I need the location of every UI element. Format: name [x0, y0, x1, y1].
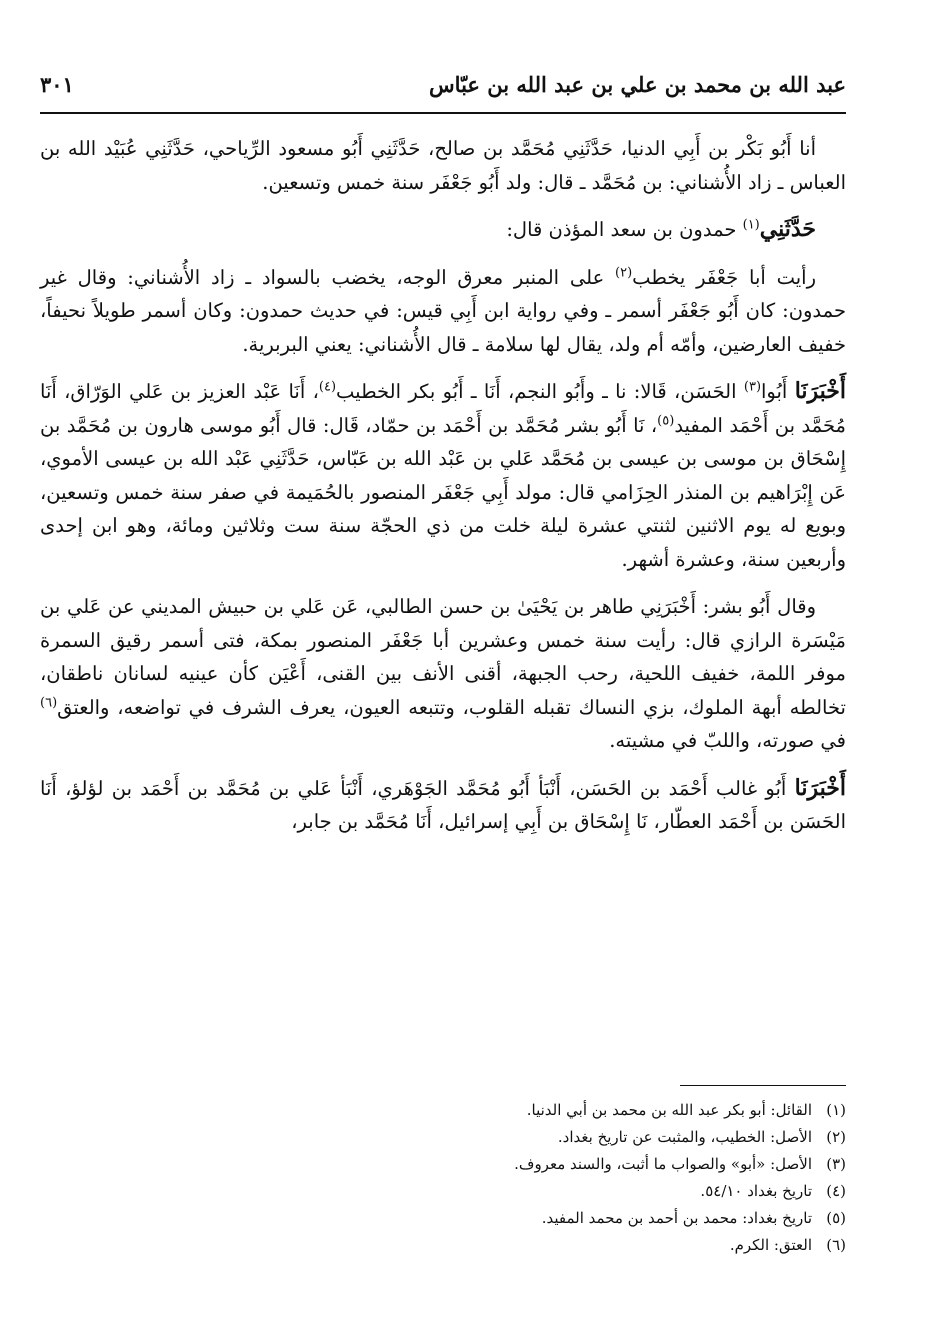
footnote-number: (٣): [826, 1155, 846, 1173]
paragraph-text: وقال أَبُو بشر: أَخْبَرَنِي طاهر بن يَحْيَىٰ بن حسن الطالبي، عَن عَلي بن حبيش المديني عن عَلي بن مَيْسَرة الرازي قال: رأيت سنة خمس وعشرين أبا جَعْفَر المنصور بمكة، فتى أسمر رقيق السمرة موفر اللمة، خفيف اللحية، رحب الجبهة، أقنى الأنف بين القنى، أَعْيَن كأن عينيه لسانان ناطقان، تخالطه أبهة الملوك، بزي النساك تقبله القلوب، وتتبعه العيون، يعرف الشرف في تواضعه، والعتق: [40, 595, 846, 719]
paragraph: [40, 590, 846, 758]
footnote-number: (١): [826, 1101, 846, 1119]
footnote-text: العتق: الكرم.: [729, 1236, 812, 1254]
footnote: [300, 1232, 846, 1259]
footnote: [300, 1124, 846, 1151]
paragraph: [40, 772, 846, 839]
paragraph-text: أنا أَبُو بَكْر بن أَبِي الدنيا، حَدَّثَنِي مُحَمَّد بن صالح، حَدَّثَنِي أَبُو مسعود الرِّياحي، حَدَّثَنِي عُبَيْد الله بن العباس ـ زاد الأُشناني: بن مُحَمَّد ـ قال: ولد أَبُو جَعْفَر سنة خمس وتسعين.: [40, 137, 846, 194]
page-header: [40, 72, 846, 106]
footnote-text: القائل: أبو بكر عبد الله بن محمد بن أبي الدنيا.: [526, 1101, 812, 1119]
footnote-rule: [680, 1085, 846, 1086]
paragraph: [40, 261, 846, 362]
isnad-lead-word: أَخْبَرَنَا: [794, 378, 847, 404]
footnote: [300, 1151, 846, 1178]
footnote-number: (٦): [826, 1236, 846, 1254]
page-number: ٣٠١: [40, 72, 74, 97]
paragraph: [40, 132, 846, 199]
footnote-reference: (٢): [615, 265, 633, 280]
footnote: [300, 1097, 846, 1124]
paragraph-text: ، نَا أَبُو بشر مُحَمَّد بن أَحْمَد بن حمّاد، قَال: قال أَبُو موسى هارون بن مُحَمَّد بن إِسْحَاق بن موسى بن عيسى بن مُحَمَّد عَلي بن عَبْد الله بن عَبّاس، حَدَّثَنِي عَبْد الله بن عيسى الأموي، عَن إِبْرَاهيم بن المنذر الحِزَامي قال: مولد أَبِي جَعْفَر المنصور بالحُمَيمة في صفر سنة خمس وتسعين، وبويع له يوم الاثنين لثنتي عشرة ليلة خلت من ذي الحجّة سنة ست وثلاثين ومائة، وهو ابن إحدى وأربعين سنة، وعشرة أشهر.: [40, 413, 846, 571]
isnad-lead-word: حَدَّثَنِي: [759, 216, 816, 242]
paragraph: [40, 375, 846, 576]
paragraph-text: أَبُو غالب أَحْمَد بن الحَسَن، أَنْبَأ أَبُو مُحَمَّد الجَوْهَري، أَنْبَأ عَلي بن مُحَمَّد بن أَحْمَد بن لؤلؤ، أَنَا الحَسَن بن أَحْمَد العطّار، نَا إِسْحَاق بن أَبِي إسرائيل، أَنَا مُحَمَّد بن جابر،: [40, 776, 846, 833]
footnote-reference: (٤): [318, 379, 337, 395]
running-title: عبد الله بن محمد بن علي بن عبد الله بن عبّاس: [429, 72, 846, 97]
paragraph-text: ، أَنَا عَبْد العزيز بن عَلي الوَرّاق، أَنَا مُحَمَّد بن أَحْمَد المفيد: [40, 380, 846, 437]
footnote-reference: (١): [742, 217, 760, 233]
footnote: [300, 1205, 846, 1232]
footnote: [300, 1178, 846, 1205]
header-rule: [40, 112, 846, 114]
isnad-lead-word: أَخْبَرَنَا: [794, 774, 846, 801]
footnote-text: تاريخ بغداد: محمد بن أحمد بن محمد المفيد.: [541, 1209, 812, 1227]
paragraph-text: الحَسَن، قَالا: نا ـ وأَبُو النجم، أَنَا ـ أَبُو بكر الخطيب: [336, 380, 744, 403]
footnotes: [300, 1097, 846, 1259]
paragraph-text: حمدون بن سعد المؤذن قال:: [506, 218, 743, 241]
footnote-number: (٤): [826, 1182, 846, 1200]
footnote-number: (٢): [826, 1128, 846, 1146]
footnote-text: الأصل: «أبو» والصواب ما أثبت، والسند معروف.: [514, 1155, 812, 1173]
paragraph-text: على المنبر معرق الوجه، يخضب بالسواد ـ زاد الأُشناني: وقال غير حمدون: كان أَبُو جَعْفَر أسمر ـ وفي رواية ابن أَبِي قيس: في حديث حمدون: وكان أسمر طويلاً نحيفاً، خفيف العارضين، وأمّه أم ولد، يقال لها سلامة ـ قال الأُشناني: يعني البربرية.: [40, 265, 846, 356]
footnote-reference: (٥): [657, 413, 675, 428]
footnote-text: تاريخ بغداد ٥٤/١٠.: [700, 1182, 812, 1200]
paragraph-text: في صورته، واللبّ في مشيته.: [609, 729, 846, 752]
paragraph: [40, 213, 846, 247]
main-text: [40, 132, 846, 853]
footnote-text: الأصل: الخطيب، والمثبت عن تاريخ بغداد.: [557, 1128, 812, 1146]
footnote-reference: (٦): [40, 695, 58, 710]
paragraph-text: رأيت أبا جَعْفَر يخطب: [632, 265, 816, 289]
footnote-reference: (٣): [743, 379, 762, 395]
paragraph-text: أَبُوا: [761, 380, 795, 403]
footnote-number: (٥): [826, 1209, 846, 1227]
